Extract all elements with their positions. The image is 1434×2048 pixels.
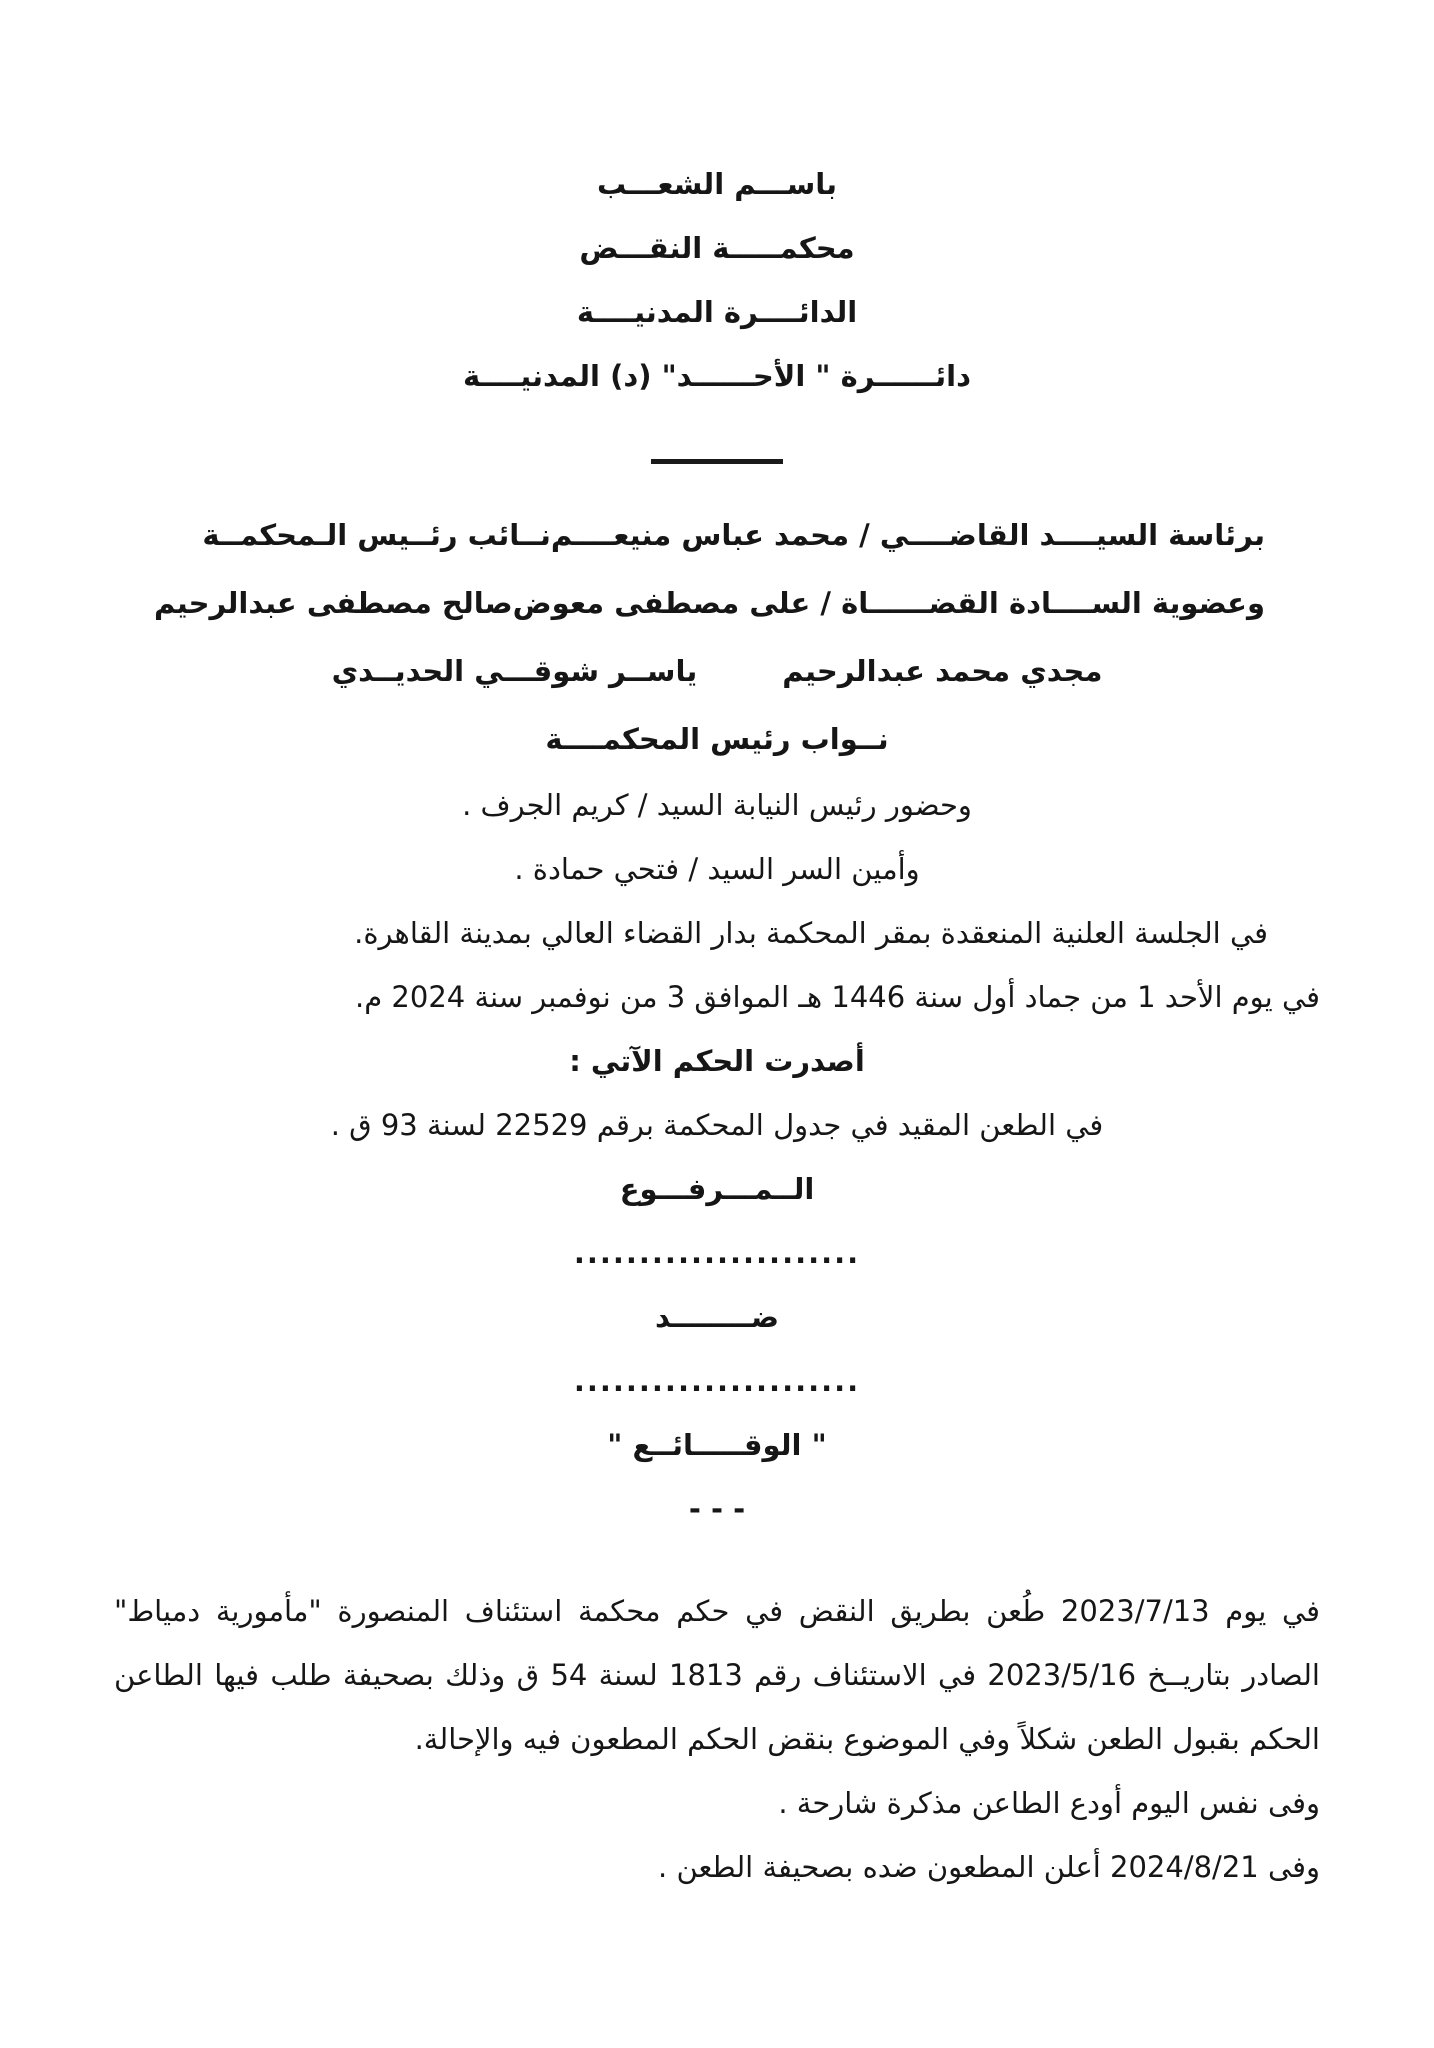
deputies-title-line: نــواب رئيس المحكمــــة — [545, 722, 889, 756]
circuit-name-line: الدائــــرة المدنيــــة — [576, 295, 858, 329]
facts-section-title: " الوقـــــائــع " — [607, 1428, 827, 1462]
sub-circuit-name-line: دائــــــرة " الأحــــــد" (د) المدنيــــة — [463, 359, 971, 393]
in-the-name-of-the-people-line: باســـم الشعـــب — [596, 167, 837, 201]
facts-memo-line: وفى نفس اليوم أودع الطاعن مذكرة شارحة . — [778, 1786, 1320, 1820]
appellant-redacted-dots: ...................... — [573, 1236, 861, 1270]
facts-section-divider: - - - — [688, 1492, 746, 1526]
secretary-attendance-line: وأمين السر السيد / فتحي حمادة . — [514, 852, 920, 886]
court-name-line: محكمـــــة النقـــض — [579, 231, 855, 265]
versus-label: ضــــــــد — [654, 1300, 780, 1334]
case-number-line: في الطعن المقيد في جدول المحكمة برقم 22529 لسنة 93 ق . — [330, 1108, 1104, 1142]
header-divider-rule — [651, 459, 783, 464]
presiding-judge-name: برئاسة السيــــد القاضــــي / محمد عباس منيعــــم — [550, 518, 1265, 552]
respondent-redacted-dots: ...................... — [573, 1364, 861, 1398]
member-judge-fourth: ياســر شوقـــي الحديــدي — [331, 654, 698, 688]
prosecutor-attendance-line: وحضور رئيس النيابة السيد / كريم الجرف . — [462, 788, 972, 822]
facts-paragraph: في يوم 2023/7/13 طُعن بطريق النقض في حكم محكمة استئناف المنصورة "مأمورية دمياط" الصادر بتاريــخ 2023/5/16 في الاستئناف رقم 1813 لسنة 54 ق وذلك بصحيفة طلب فيها الطاعن الحكم بقبول الطعن شكلاً وفي الموضوع بنقض الحكم المطعون فيه والإحالة. — [114, 1594, 1320, 1756]
member-judges-row — [114, 569, 1320, 637]
issued-ruling-line: أصدرت الحكم الآتي : — [569, 1044, 865, 1078]
session-location-line: في الجلسة العلنية المنعقدة بمقر المحكمة بدار القضاء العالي بمدينة القاهرة. — [354, 916, 1268, 950]
member-judges-names-row — [114, 637, 1320, 705]
judges-panel-block — [114, 501, 1320, 773]
member-judge-first: وعضوية الســــادة القضــــــاة / على مصطفى معوض — [512, 586, 1265, 620]
facts-notice-line: وفى 2024/8/21 أعلن المطعون ضده بصحيفة الطعن . — [658, 1850, 1320, 1884]
member-judge-second: صالح مصطفى عبدالرحيم — [153, 586, 513, 620]
member-judge-third: مجدي محمد عبدالرحيم — [782, 654, 1103, 688]
presiding-judge-row — [114, 501, 1320, 569]
session-date-line: في يوم الأحد 1 من جماد أول سنة 1446 هـ الموافق 3 من نوفمبر سنة 2024 م. — [355, 980, 1320, 1014]
appellant-label: الــمـــرفـــوع — [619, 1172, 815, 1206]
presiding-judge-title: نــائب رئــيس الـمحكمــة — [202, 518, 551, 552]
